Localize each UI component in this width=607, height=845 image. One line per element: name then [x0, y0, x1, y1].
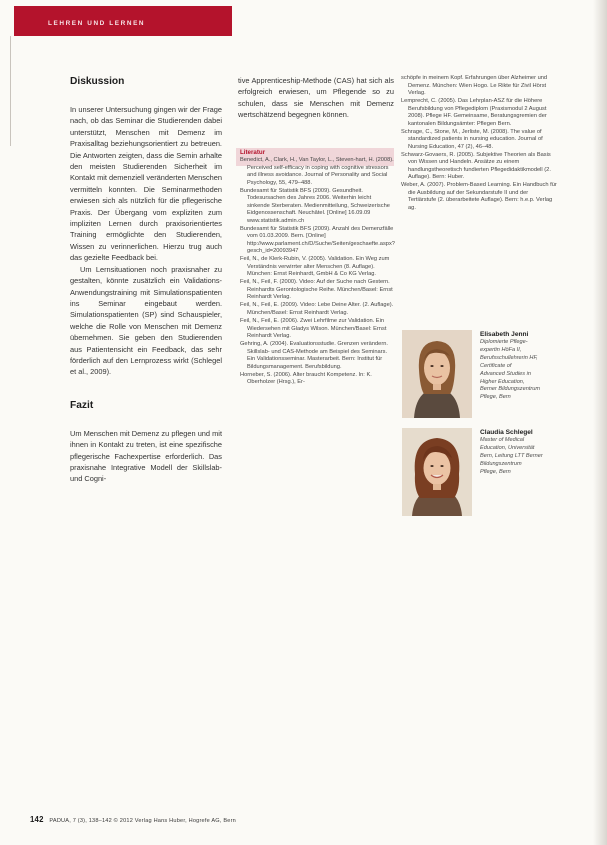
credential-line: Pflege, Bern	[480, 468, 511, 475]
page-edge-shadow	[593, 0, 607, 845]
diskussion-heading: Diskussion	[70, 76, 125, 87]
left-column	[70, 76, 222, 485]
credential-line: expertin HöFa II,	[480, 346, 522, 353]
reference-entry: schöpfe in meinem Kopf. Erfahrungen über Alzheimer und Demenz. München: Wien Hogo. Le Rikte für Zivil Hörst Verlag.	[401, 75, 548, 96]
credential-line: Education, Universität	[480, 444, 535, 451]
reference-entry: Lemprecht, C. (2005). Das Lehrplan-ASZ für die Höhere Berufsbildung von Pflegediplom (Praxismodul 2 August 2008). Pflege HF. Gemeinsame, Beratungsgremien der kantonalen Bildungsämter: Pflegen Bern.	[401, 98, 547, 127]
credential-line: Bildungszentrum	[480, 460, 522, 467]
journal-citation: PADUA, 7 (3), 138–142 © 2012 Verlag Hans Huber, Hogrefe AG, Bern	[49, 818, 236, 824]
credential-line: Berner Bildungszentrum	[480, 386, 541, 393]
reference-entry: Bundesamt für Statistik BFS (2009). Gesundheit. Todesursachen des Jahres 2006. Weiterhin leicht sinkende Sterberaten. Medienmitteilung, Schweizerische Eidgenossenschaft. Neuchâtel. [Online] 16.09.09 www.statistik.admin.ch	[240, 187, 390, 224]
reference-entry: Feil, N., Feil, F. (2000). Video: Auf der Suche nach Gestern. Reinhardts Gerontologische Reihe. München/Basel: Ernst Reinhardt Verlag.	[240, 279, 393, 301]
credential-line: Pflege, Bern	[480, 394, 511, 401]
author-name: Claudia Schlegel	[480, 429, 533, 436]
middle-column	[238, 75, 394, 121]
page-footer	[30, 815, 236, 824]
reference-entry: Weber, A. (2007). Problem-Based Learning. Ein Handbuch für die Ausbildung auf der Sekundarstufe II und der Tertiärstufe (2. überarbeitete Auflage). Bern: h.e.p. Verlag ag.	[401, 182, 557, 211]
margin-rule	[10, 36, 11, 146]
reference-entry: Horneber, S. (2006). Alter braucht Kompetenz. In: K. Oberholzer (Hrsg.), Er-	[240, 371, 372, 386]
credential-line: Bern, Leitung LTT Berner	[480, 452, 543, 459]
reference-list-right	[401, 75, 557, 213]
fazit-continuation	[238, 75, 394, 121]
reference-entry: Schrage, C., Stone, M., Jerliste, M. (2008). The value of standardized patients in nursing education. Journal of Nursing Education, 47 (2), 46–48.	[401, 128, 543, 150]
reference-entry: Feil, N., Feil, E. (2006). Zwei Lehrfilme zur Validation. Ein Wiedersehen mit Gladys Wilson. München/Basel: Ernst Reinhardt Verlag.	[240, 318, 387, 340]
author-name: Elisabeth Jenni	[480, 331, 529, 338]
diskussion-paragraph-1	[70, 104, 222, 264]
reference-entry: Benedict, A., Clark, H., Van Taylor, L., Steven-hart, H. (2008). Perceived self-efficacy in coping with cognitive stressors and illness avoidance. Journal of Personality and Social Psychology, 55, 479–488.	[240, 157, 394, 186]
paragraph-text: Um Lernsituationen noch praxisnaher zu gestalten, könnte zusätzlich ein Validations-Anwendungstraining mit Simulationspatienten ins Seminar eingebaut werden. Simulationspatienten (SP) sind Schauspieler, welche die Rolle von Menschen mit Demenz übernehmen. Sie geben den Studierenden aus Patientensicht ein Feedback, das sehr förderlich auf den Lernprozess wirkt (Schlegel et al., 2009).	[70, 264, 222, 377]
reference-entry: Bundesamt für Statistik BFS (2009). Anzahl des Demenzfälle vom 01.03.2009. Bern. [Online] http://www.parlament.ch/D/Suche/Seiten/geschaefte.aspx?gesch_id=20093947	[240, 225, 395, 255]
reference-entry: Schwarz-Govaers, R. (2005). Subjektive Theorien als Basis von Wissen und Handeln. Ansätze zu einem handlungstheoretisch fundierten Pflegedidaktikmodell (2. Auflage). Bern: Huber.	[401, 151, 551, 181]
author-bio-jenni	[480, 330, 560, 402]
credential-line: Diplomierte Pflege-	[480, 339, 528, 345]
section-label: LEHREN UND LERNEN	[48, 20, 146, 27]
fazit-heading: Fazit	[70, 399, 94, 411]
section-header-bar	[14, 6, 232, 36]
author-credentials	[480, 437, 560, 477]
reference-entry: Feil, N., de Klerk-Rubin, V. (2005). Validation. Ein Weg zum Verständnis verwirrter alter Menschen (8. Auflage). München: Ernst Reinhardt, GmbH & Co KG Verlag.	[240, 256, 390, 278]
paragraph-text: tive Apprenticeship-Methode (CAS) hat sich als erfolgreich erwiesen, um Pflegende so zu schulen, dass sie Menschen mit Demenz wertschätzend begegnen können.	[238, 76, 394, 120]
fazit-paragraph	[70, 428, 222, 485]
paragraph-text: Um Menschen mit Demenz zu pflegen und mit ihnen in Kontakt zu treten, ist eine spezifische pflegerische Fachexpertise erforderlich. Das praxisnahe Integrative Modell der Skillslab- und Cogni-	[70, 428, 222, 484]
credential-line: Certificate of	[480, 362, 512, 369]
author-photo-schlegel	[402, 428, 472, 516]
paragraph-text: In unserer Untersuchung gingen wir der Frage nach, ob das Seminar die Studierenden dabei unterstützt, Menschen mit Demenz im Praxisalltag beziehungsorientiert zu betreuen. Die Antworten zeigten, dass die Semin arhalte den meisten Studierenden Sicherheit im Kontakt mit demenziell veränderten Menschen vermitteln konnten. Die Seminarmethoden erwiesen sich als nützlich für die pflegerische Praxis. Der Übergang vom expliziten zum impliziten Lernen durch praxisorientiertes Training ermöglichte den Studierenden, Wissen zu verinnerlichen. Hierzu trug auch das gezielte Feedback bei.	[70, 105, 222, 263]
credential-line: Master of Medical	[480, 437, 525, 443]
reference-entry: Feil, N., Feil, E. (2009). Video: Lebe Deine Alter. (2. Auflage). München/Basel: Ernst Reinhardt Verlag.	[240, 302, 394, 316]
author-photo-jenni	[402, 330, 472, 418]
author-credentials	[480, 339, 560, 402]
reference-list-left	[240, 157, 394, 387]
reference-entry: Gehring, A. (2004). Evaluationsstudie. Grenzen verändern. Skillslab- und CAS-Methode am Beispiel des Seminars. Ein Validationsseminar. Masterarbeit. Bern: Institut für Bildungsmanagement. Berufsbildung.	[240, 341, 388, 370]
author-bio-schlegel	[480, 428, 560, 477]
diskussion-paragraph-2	[70, 264, 222, 378]
credential-line: Berufsschullehrerin HF,	[480, 354, 538, 361]
credential-line: Advanced Studies in	[480, 370, 531, 377]
literatur-heading: Literatur	[240, 149, 266, 156]
page-number: 142	[30, 815, 44, 824]
credential-line: Higher Education,	[480, 378, 525, 385]
